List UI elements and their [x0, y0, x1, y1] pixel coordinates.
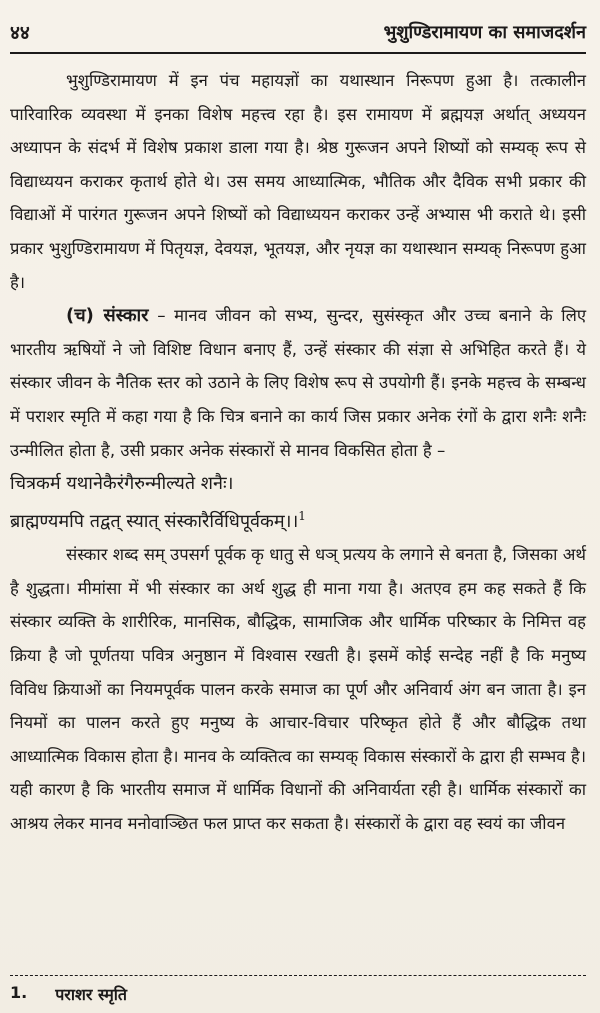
- paragraph-3: संस्कार शब्द सम् उपसर्ग पूर्वक कृ धातु से धञ् प्रत्यय के लगाने से बनता है, जिसका अर्थ है शुद्धता। मीमांसा में भी संस्कार का अर्थ शुद्ध ही माना गया है। अतएव हम कह सकते हैं कि संस्कार व्यक्ति के शारीरिक, मानसिक, बौद्धिक, सामाजिक और धार्मिक परिष्कार के निमित्त वह क्रिया है जो पूर्णतया पवित्र अनुष्ठान में विश्वास रखती है। इसमें कोई सन्देह नहीं है कि मनुष्य विविध क्रियाओं का नियमपूर्वक पालन करके समाज का पूर्ण और अनिवार्य अंग बन जाता है। इन नियमों का पालन करते हुए मनुष्य के आचार-विचार परिष्कृत होते हैं और बौद्धिक तथा आध्यात्मिक विकास होता है। मानव के व्यक्तित्व का सम्यक् विकास संस्कारों के द्वारा ही सम्भव है। यही कारण है कि भारतीय समाज में धार्मिक विधानों की अनिवार्यता रही है। धार्मिक संस्कारों का आश्रय लेकर मानव मनोवाञ्छित फल प्राप्त कर सकता है। संस्कारों के द्वारा वह स्वयं का जीवन: [10, 545, 586, 833]
- footnote-number: 1.: [10, 983, 28, 1002]
- header-rule: [10, 52, 586, 54]
- paragraph-2-text: – मानव जीवन को सभ्य, सुन्दर, सुसंस्कृत और उच्च बनाने के लिए भारतीय ऋषियों ने जो विशिष्ट विधान बनाए हैं, उन्हें संस्कार की संज्ञा से अभिहित करते हैं। ये संस्कार जीवन के नैतिक स्तर को उठाने के लिए विशेष रूप से उपयोगी हैं। इनके महत्त्व के सम्बन्ध में पराशर स्मृति में कहा गया है कि चित्र बनाने का कार्य जिस प्रकार अनेक रंगों के द्वारा शनैः शनैः उन्मीलित होता है, उसी प्रकार अनेक संस्कारों से मानव विकसित होता है –: [10, 306, 586, 460]
- section-heading-sanskar: (च) संस्कार: [66, 305, 149, 327]
- footnote-marker: 1: [298, 509, 306, 524]
- footnote-text: पराशर स्मृति: [55, 985, 128, 1004]
- verse-line-2: [10, 500, 586, 538]
- verse-line-1: चित्रकर्म यथानेकैरंगैरुन्मील्यते शनैः।: [10, 473, 234, 495]
- running-head: भुशुण्डिरामायण का समाजदर्शन: [383, 22, 586, 43]
- paragraph-1: भुशुण्डिरामायण में इन पंच महायज्ञों का यथास्थान निरूपण हुआ है। तत्कालीन पारिवारिक व्यवस्था में इनका विशेष महत्त्व रहा है। इस रामायण में ब्रह्मयज्ञ अर्थात् अध्ययन अध्यापन के संदर्भ में विशेष प्रकाश डाला गया है। श्रेष्ठ गुरूजन अपने शिष्यों को सम्यक् रूप से विद्याध्ययन कराकर कृतार्थ होते थे। उस समय आध्यात्मिक, भौतिक और दैविक सभी प्रकार की विद्याओं में पारंगत गुरूजन अपने शिष्यों को विद्याध्ययन कराकर उन्हें अभ्यास भी कराते थे। इसी प्रकार भुशुण्डिरामायण में पितृयज्ञ, देवयज्ञ, भूतयज्ञ, और नृयज्ञ का यथास्थान सम्यक् निरूपण हुआ है।: [10, 71, 586, 292]
- verse-line-2-text: ब्राह्मण्यमपि तद्वत् स्यात् संस्कारैर्विधिपूर्वकम्।।: [10, 511, 299, 533]
- page-number: ४४: [10, 22, 30, 44]
- paragraph-2: [10, 299, 586, 467]
- footnote: [10, 983, 586, 1005]
- footnote-rule: [10, 975, 586, 976]
- body-text: [10, 64, 586, 840]
- page-header: [10, 16, 586, 48]
